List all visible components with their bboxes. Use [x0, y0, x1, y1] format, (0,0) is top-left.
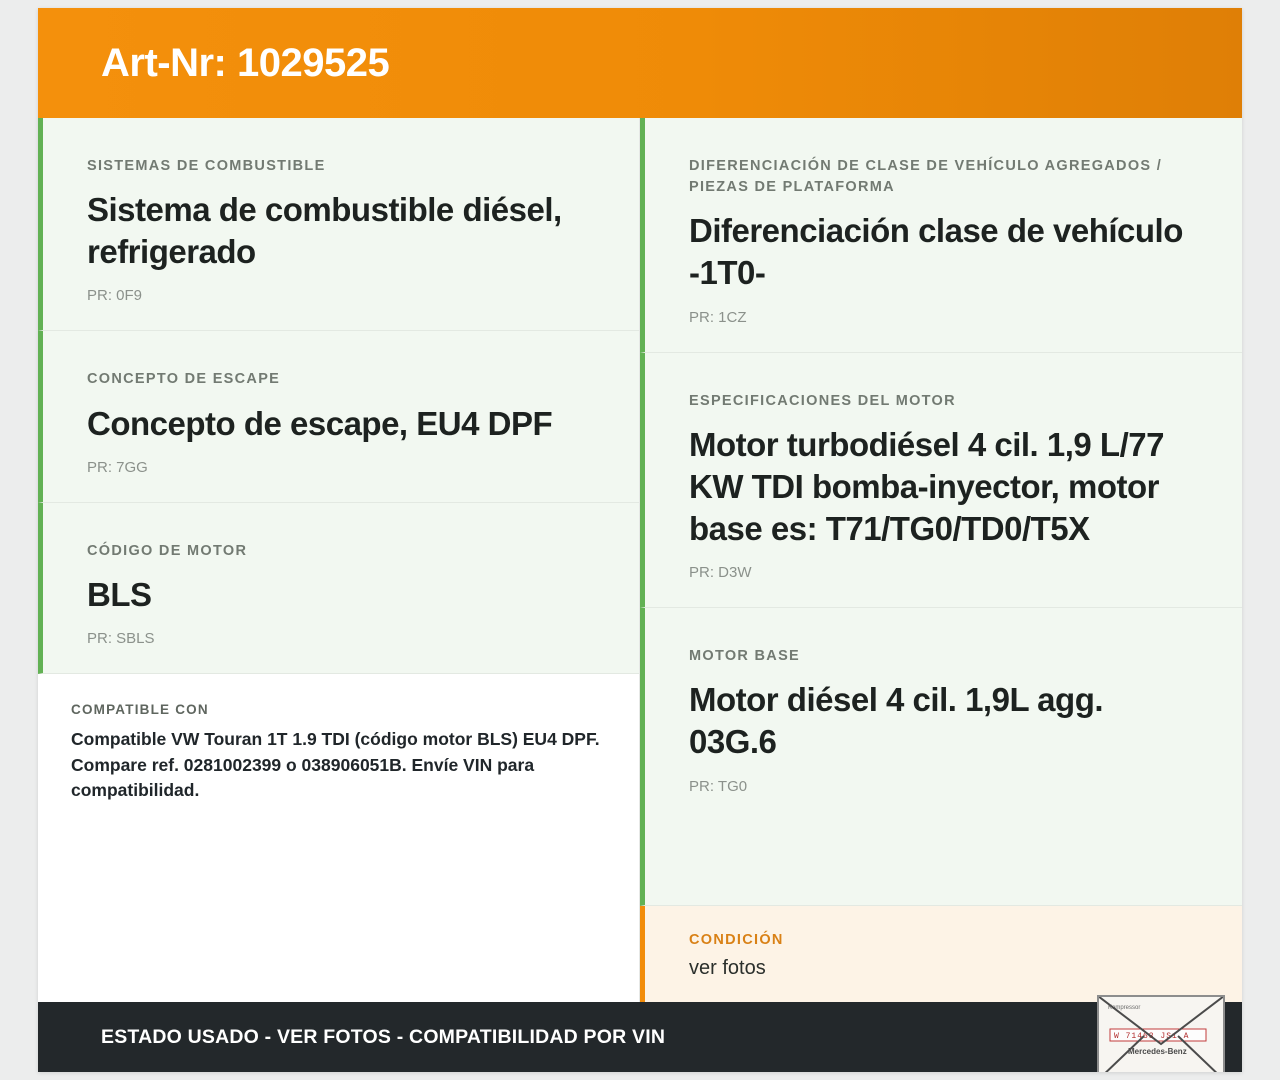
right-column	[640, 118, 1242, 1002]
condition-value: ver fotos	[689, 957, 766, 979]
compatibility-kicker: COMPATIBLE CON	[71, 701, 209, 717]
spec-pr-code: PR: TG0	[689, 777, 748, 795]
spec-body	[38, 118, 1242, 1002]
spec-value: Sistema de combustible diésel, refrigerado	[87, 191, 562, 271]
svg-text:W 71463 JS1 A: W 71463 JS1 A	[1114, 1032, 1190, 1041]
spec-kicker: ESPECIFICACIONES DEL MOTOR	[689, 392, 956, 409]
spec-card	[38, 331, 639, 502]
left-column-spacer	[38, 828, 639, 1002]
header-bar	[38, 8, 1242, 118]
spec-card	[640, 608, 1242, 906]
spec-pr-code: PR: D3W	[689, 564, 752, 582]
condition-kicker: CONDICIÓN	[689, 931, 784, 948]
spec-card	[640, 118, 1242, 353]
spec-pr-code: PR: 0F9	[87, 287, 143, 305]
spec-pr-code: PR: 7GG	[87, 458, 148, 476]
svg-text:Kompressor: Kompressor	[1108, 1005, 1141, 1011]
footer-bar	[38, 1002, 1242, 1072]
condition-card	[640, 906, 1242, 1002]
compatibility-text: Compatible VW Touran 1T 1.9 TDI (código motor BLS) EU4 DPF. Compare ref. 0281002399 o 038906051B. Envíe VIN para compatibilidad.	[71, 728, 600, 801]
spec-value: Motor diésel 4 cil. 1,9L agg. 03G.6	[689, 681, 1104, 761]
spec-kicker: CÓDIGO DE MOTOR	[87, 542, 248, 559]
footer-text: ESTADO USADO - VER FOTOS - COMPATIBILIDAD POR VIN	[101, 1025, 666, 1048]
spec-value: Diferenciación clase de vehículo -1T0-	[689, 212, 1183, 292]
spec-card	[38, 118, 639, 331]
svg-text:Mercedes-Benz: Mercedes-Benz	[1128, 1047, 1187, 1056]
page-title: Art-Nr: 1029525	[101, 40, 390, 85]
spec-value: Concepto de escape, EU4 DPF	[87, 404, 553, 442]
compatibility-card	[38, 674, 639, 828]
spec-pr-code: PR: 1CZ	[689, 308, 747, 326]
spec-value: Motor turbodiésel 4 cil. 1,9 L/77 KW TDI bomba-inyector, motor base es: T71/TG0/TD0/T5X	[689, 425, 1164, 547]
spec-card	[38, 503, 639, 674]
spec-kicker: MOTOR BASE	[689, 648, 801, 665]
spec-pr-code: PR: SBLS	[87, 629, 155, 647]
spec-kicker: CONCEPTO DE ESCAPE	[87, 371, 281, 388]
spec-kicker: SISTEMAS DE COMBUSTIBLE	[87, 158, 326, 174]
spec-card	[640, 353, 1242, 609]
envelope-stamp-image	[1097, 995, 1225, 1072]
spec-kicker: DIFERENCIACIÓN DE CLASE DE VEHÍCULO AGREGADOS / PIEZAS DE PLATAFORMA	[689, 158, 1163, 196]
spec-value: BLS	[87, 575, 152, 613]
left-column	[38, 118, 640, 1002]
spec-sheet	[38, 8, 1242, 1072]
